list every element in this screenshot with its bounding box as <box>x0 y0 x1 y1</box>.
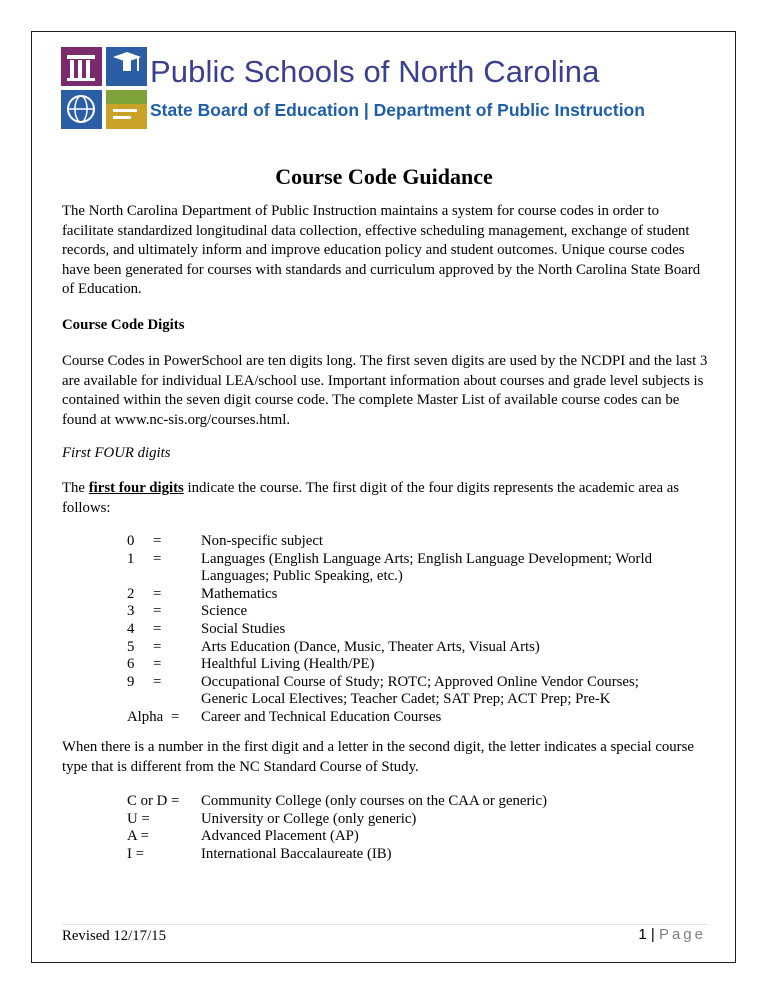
list-item-description: University or College (only generic) <box>201 810 417 827</box>
first-four-emphasis: first four digits <box>88 480 184 496</box>
list-item-description: Science <box>201 603 248 620</box>
list-item <box>127 639 727 657</box>
footer-divider <box>62 924 707 925</box>
first-four-lead: The <box>62 480 86 496</box>
list-item-description: Social Studies <box>201 620 286 637</box>
list-item-equals: = <box>153 550 162 567</box>
list-item-description: Non-specific subject <box>201 533 324 549</box>
list-item-equals: = <box>153 673 162 690</box>
org-name: Public Schools of North Carolina <box>150 54 600 89</box>
intro-paragraph: The North Carolina Department of Public Instruction maintains a system for course codes in order to facilitate standardized longitudinal data collection, effective scheduling management, exchange of student records, and ultimately inform and improve education policy and student outcomes. Unique course codes have been generated for courses with standards and curriculum approved by the North Carolina State Board of Education. <box>62 203 701 297</box>
list-item-description: Career and Technical Education Courses <box>201 708 442 725</box>
first-four-paragraph <box>62 479 712 518</box>
list-item-code: 0 <box>127 533 135 549</box>
list-item <box>127 674 727 709</box>
list-item <box>127 586 727 604</box>
list-item-equals: = <box>153 603 162 620</box>
list-item <box>127 656 727 674</box>
page-word: Page <box>658 926 706 943</box>
list-item-code: C or D = <box>127 793 180 809</box>
list-item-description: Community College (only courses on the CAA or generic) <box>201 793 548 809</box>
list-item-code: 1 <box>127 550 135 567</box>
first-four-rest: indicate the course. The first digit of the four digits represents the academic area as follows: <box>62 480 680 516</box>
list-item-description: Healthful Living (Health/PE) <box>201 656 375 673</box>
list-item-code: 2 <box>127 585 135 602</box>
list-item <box>127 533 727 551</box>
list-item-description: Arts Education (Dance, Music, Theater Arts, Visual Arts) <box>201 638 540 655</box>
second-digit-paragraph: When there is a number in the first digit and a letter in the second digit, the letter indicates a special course type that is different from the NC Standard Course of Study. <box>62 739 694 775</box>
page-sep: | <box>650 926 655 943</box>
page-title: Course Code Guidance <box>275 164 493 189</box>
list-item-code: Alpha <box>127 708 164 725</box>
list-item-code: 3 <box>127 603 135 620</box>
first-four-subheading: First FOUR digits <box>62 445 171 461</box>
list-item <box>127 551 727 586</box>
list-item-equals: = <box>153 620 162 637</box>
page-num: 1 <box>638 926 647 943</box>
list-item-description: Advanced Placement (AP) <box>201 828 359 845</box>
list-item-code: 5 <box>127 638 135 655</box>
list-item-equals: = <box>153 656 162 673</box>
list-item: Alpha = Career and Technical Education Courses <box>127 709 727 727</box>
list-item-equals: = <box>153 585 162 602</box>
list-item-description: Occupational Course of Study; ROTC; Approved Online Vendor Courses; Generic Local Electives; Teacher Cadet; SAT Prep; ACT Prep; Pre-K <box>201 673 639 708</box>
course-type-list <box>127 793 727 863</box>
list-item-code: U = <box>127 810 150 827</box>
page-number <box>638 926 706 943</box>
list-item-code: A = <box>127 828 149 845</box>
academic-area-list <box>127 533 727 727</box>
ncdpi-logo <box>61 47 147 129</box>
org-subtitle: State Board of Education | Department of Public Instruction <box>150 100 645 120</box>
list-item <box>127 793 727 811</box>
list-item <box>127 846 727 864</box>
list-item-code: 4 <box>127 620 135 637</box>
digits-paragraph: Course Codes in PowerSchool are ten digits long. The first seven digits are used by the NCDPI and the last 3 are available for individual LEA/school use. Important information about courses and grade level subjects is contained within the seven digit course code. The complete Master List of available course codes can be found at www.nc-sis.org/courses.html. <box>62 353 708 428</box>
list-item-equals: = <box>153 533 162 549</box>
list-item <box>127 828 727 846</box>
revised-date: Revised 12/17/15 <box>62 928 166 944</box>
list-item-equals: = <box>153 638 162 655</box>
list-item-code: 6 <box>127 656 135 673</box>
list-item <box>127 621 727 639</box>
list-item <box>127 603 727 621</box>
digits-heading: Course Code Digits <box>62 317 185 333</box>
list-item-description: Languages (English Language Arts; English Language Development; World Languages; Public Speaking, etc.) <box>201 550 652 585</box>
list-item-description: Mathematics <box>201 585 278 602</box>
list-item-description: International Baccalaureate (IB) <box>201 845 392 862</box>
list-item-code: I = <box>127 845 144 862</box>
list-item <box>127 811 727 829</box>
list-item-code: 9 <box>127 673 135 690</box>
